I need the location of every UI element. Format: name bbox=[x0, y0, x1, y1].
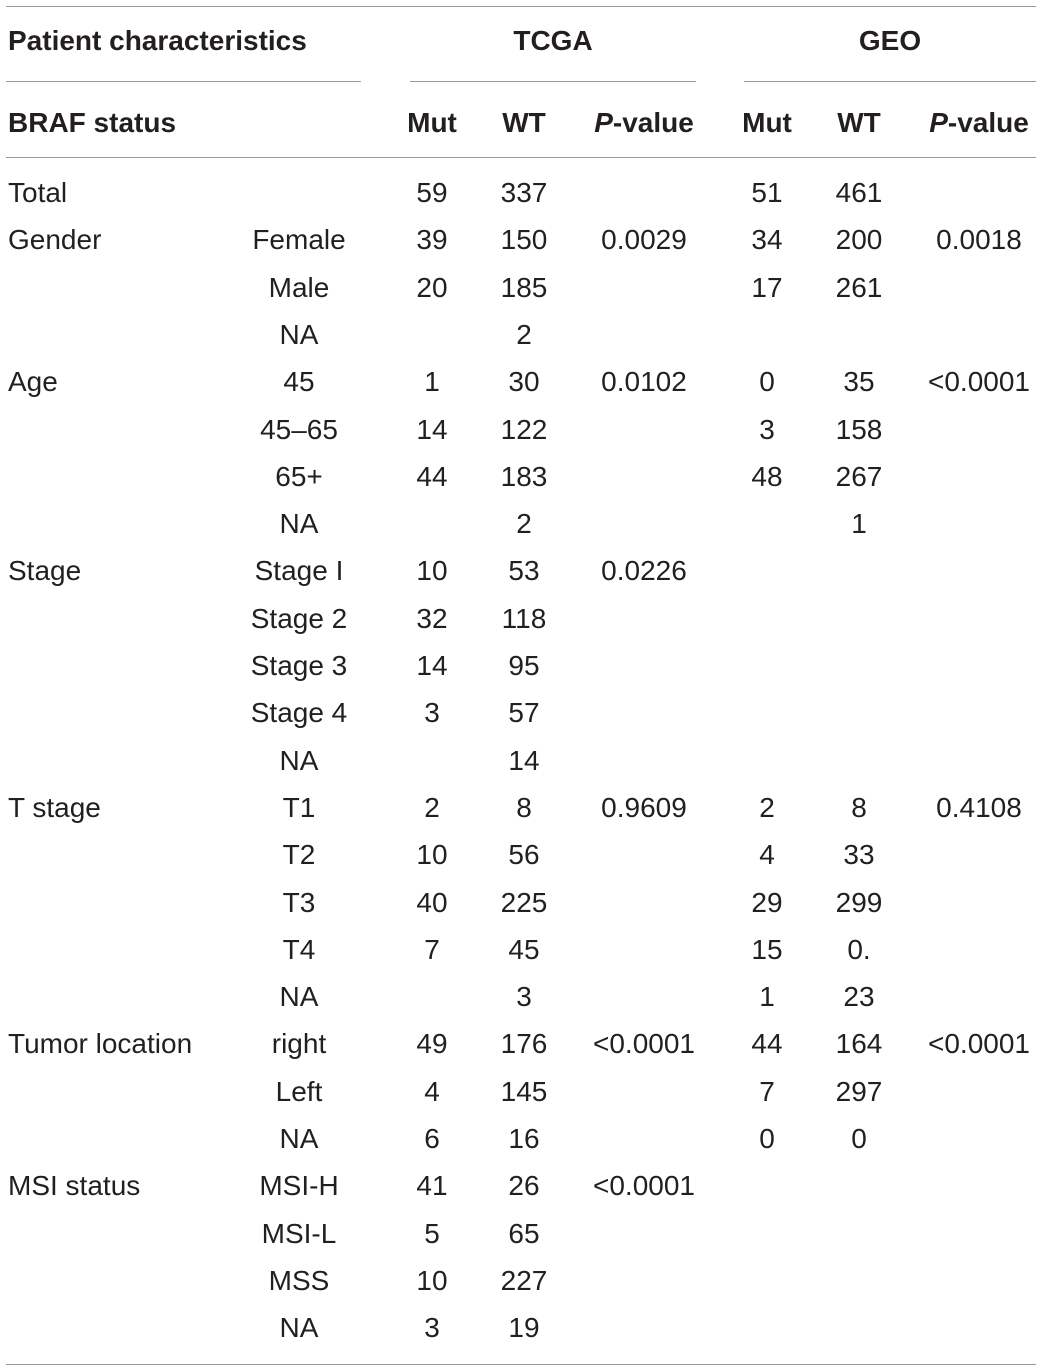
geo-pvalue-cell: <0.0001 bbox=[928, 1028, 1030, 1059]
tcga-wt-cell: 53 bbox=[508, 555, 540, 586]
geo-wt-cell: 461 bbox=[835, 177, 883, 208]
tcga-mut-cell: 49 bbox=[416, 1028, 448, 1059]
geo-mut-cell: 0 bbox=[759, 366, 775, 397]
geo-mut-cell: 44 bbox=[751, 1028, 783, 1059]
row-subcategory: T4 bbox=[282, 934, 316, 965]
row-subcategory: NA bbox=[279, 1312, 319, 1343]
header-braf-status: BRAF status bbox=[8, 107, 177, 138]
tcga-mut-cell: 44 bbox=[416, 461, 448, 492]
header-geo: GEO bbox=[858, 25, 922, 56]
row-label: T stage bbox=[8, 792, 101, 823]
tcga-wt-cell: 183 bbox=[500, 461, 548, 492]
geo-mut-cell: 7 bbox=[759, 1076, 775, 1107]
row-label: Stage bbox=[8, 555, 82, 586]
tcga-wt-cell: 176 bbox=[500, 1028, 548, 1059]
row-subcategory: NA bbox=[279, 319, 319, 350]
tcga-wt-cell: 65 bbox=[508, 1218, 540, 1249]
row-subcategory: Stage 2 bbox=[250, 603, 348, 634]
p-italic: P bbox=[929, 107, 948, 138]
geo-wt-cell: 164 bbox=[835, 1028, 883, 1059]
row-subcategory: NA bbox=[279, 508, 319, 539]
tcga-wt-cell: 118 bbox=[501, 603, 547, 634]
geo-pvalue-cell: 0.0018 bbox=[936, 224, 1022, 255]
tcga-mut-cell: 14 bbox=[416, 414, 448, 445]
tcga-wt-cell: 2 bbox=[516, 319, 532, 350]
group-rule-tcga bbox=[410, 81, 696, 82]
geo-wt-cell: 200 bbox=[835, 224, 883, 255]
row-label: Gender bbox=[8, 224, 102, 255]
tcga-wt-cell: 26 bbox=[508, 1170, 540, 1201]
geo-mut-cell: 51 bbox=[751, 177, 783, 208]
geo-wt-cell: 267 bbox=[835, 461, 883, 492]
tcga-pvalue-cell: 0.0029 bbox=[601, 224, 687, 255]
geo-mut-cell: 48 bbox=[751, 461, 783, 492]
tcga-mut-cell: 3 bbox=[424, 1312, 440, 1343]
row-subcategory: Stage 4 bbox=[250, 697, 348, 728]
row-subcategory: Male bbox=[268, 272, 330, 303]
row-subcategory: Stage I bbox=[254, 555, 344, 586]
header-patient-characteristics: Patient characteristics bbox=[8, 25, 307, 56]
row-subcategory: Stage 3 bbox=[250, 650, 348, 681]
tcga-mut-cell: 2 bbox=[424, 792, 440, 823]
tcga-pvalue-cell: <0.0001 bbox=[593, 1028, 695, 1059]
tcga-wt-cell: 225 bbox=[500, 887, 548, 918]
row-subcategory: T1 bbox=[282, 792, 316, 823]
row-subcategory: Female bbox=[252, 224, 346, 255]
header-geo-wt: WT bbox=[837, 107, 881, 138]
tcga-mut-cell: 3 bbox=[424, 697, 440, 728]
geo-wt-cell: 33 bbox=[843, 839, 875, 870]
header-tcga-mut: Mut bbox=[407, 107, 457, 138]
geo-wt-cell: 297 bbox=[835, 1076, 883, 1107]
row-label: Tumor location bbox=[8, 1028, 193, 1059]
row-subcategory: 45 bbox=[283, 366, 315, 397]
tcga-wt-cell: 2 bbox=[516, 508, 532, 539]
tcga-wt-cell: 95 bbox=[508, 650, 540, 681]
header-tcga-pvalue bbox=[594, 106, 694, 140]
geo-mut-cell: 17 bbox=[751, 272, 783, 303]
tcga-mut-cell: 1 bbox=[424, 366, 440, 397]
header-geo-mut: Mut bbox=[742, 107, 792, 138]
header-geo-pvalue bbox=[929, 106, 1029, 140]
geo-mut-cell: 29 bbox=[751, 887, 783, 918]
tcga-wt-cell: 3 bbox=[516, 981, 532, 1012]
tcga-mut-cell: 10 bbox=[416, 839, 448, 870]
geo-pvalue-cell: <0.0001 bbox=[928, 366, 1030, 397]
tcga-mut-cell: 41 bbox=[416, 1170, 448, 1201]
row-subcategory: MSI-L bbox=[261, 1218, 337, 1249]
geo-wt-cell: 158 bbox=[835, 414, 883, 445]
row-subcategory: NA bbox=[279, 1123, 319, 1154]
geo-wt-cell: 261 bbox=[835, 272, 883, 303]
bottom-rule bbox=[6, 1364, 1036, 1365]
tcga-mut-cell: 14 bbox=[416, 650, 448, 681]
row-subcategory: right bbox=[271, 1028, 327, 1059]
row-label: Age bbox=[8, 366, 58, 397]
tcga-wt-cell: 8 bbox=[516, 792, 532, 823]
tcga-mut-cell: 4 bbox=[424, 1076, 440, 1107]
header-bottom-rule bbox=[6, 157, 1036, 158]
tcga-wt-cell: 122 bbox=[500, 414, 548, 445]
tcga-mut-cell: 32 bbox=[416, 603, 448, 634]
geo-wt-cell: 0. bbox=[847, 934, 871, 965]
p-rest: -value bbox=[612, 107, 694, 138]
geo-wt-cell: 8 bbox=[851, 792, 867, 823]
tcga-wt-cell: 56 bbox=[508, 839, 540, 870]
tcga-pvalue-cell: 0.9609 bbox=[601, 792, 687, 823]
geo-mut-cell: 34 bbox=[751, 224, 783, 255]
tcga-wt-cell: 16 bbox=[508, 1123, 540, 1154]
geo-mut-cell: 15 bbox=[751, 934, 783, 965]
tcga-mut-cell: 59 bbox=[416, 177, 448, 208]
tcga-wt-cell: 14 bbox=[508, 745, 540, 776]
tcga-wt-cell: 19 bbox=[508, 1312, 540, 1343]
row-subcategory: T2 bbox=[282, 839, 316, 870]
tcga-wt-cell: 185 bbox=[500, 272, 548, 303]
row-subcategory: 65+ bbox=[275, 461, 323, 492]
geo-mut-cell: 4 bbox=[759, 839, 775, 870]
row-subcategory: NA bbox=[279, 981, 319, 1012]
geo-mut-cell: 0 bbox=[759, 1123, 775, 1154]
geo-mut-cell: 2 bbox=[759, 792, 775, 823]
tcga-mut-cell: 10 bbox=[416, 555, 448, 586]
geo-wt-cell: 1 bbox=[851, 508, 867, 539]
group-rule-geo bbox=[744, 81, 1036, 82]
row-label: Total bbox=[8, 177, 68, 208]
header-tcga: TCGA bbox=[513, 25, 593, 56]
tcga-wt-cell: 337 bbox=[500, 177, 548, 208]
row-subcategory: MSI-H bbox=[259, 1170, 339, 1201]
geo-mut-cell: 3 bbox=[759, 414, 775, 445]
tcga-wt-cell: 150 bbox=[500, 224, 548, 255]
geo-wt-cell: 299 bbox=[835, 887, 883, 918]
row-label: MSI status bbox=[8, 1170, 141, 1201]
geo-mut-cell: 1 bbox=[759, 981, 775, 1012]
row-subcategory: MSS bbox=[268, 1265, 330, 1296]
tcga-mut-cell: 10 bbox=[416, 1265, 448, 1296]
tcga-pvalue-cell: <0.0001 bbox=[593, 1170, 695, 1201]
tcga-pvalue-cell: 0.0102 bbox=[601, 366, 687, 397]
tcga-mut-cell: 20 bbox=[416, 272, 448, 303]
group-rule-characteristics bbox=[6, 81, 361, 82]
top-rule bbox=[6, 6, 1036, 7]
row-subcategory: Left bbox=[275, 1076, 323, 1107]
geo-wt-cell: 23 bbox=[843, 981, 875, 1012]
tcga-wt-cell: 145 bbox=[500, 1076, 548, 1107]
row-subcategory: T3 bbox=[282, 887, 316, 918]
row-subcategory: 45–65 bbox=[260, 414, 338, 445]
tcga-wt-cell: 227 bbox=[500, 1265, 548, 1296]
geo-wt-cell: 0 bbox=[851, 1123, 867, 1154]
p-rest: -value bbox=[947, 107, 1029, 138]
row-subcategory: NA bbox=[279, 745, 319, 776]
header-tcga-wt: WT bbox=[502, 107, 546, 138]
tcga-mut-cell: 5 bbox=[424, 1218, 440, 1249]
geo-wt-cell: 35 bbox=[843, 366, 875, 397]
tcga-mut-cell: 6 bbox=[424, 1123, 440, 1154]
tcga-wt-cell: 45 bbox=[508, 934, 540, 965]
tcga-mut-cell: 39 bbox=[416, 224, 448, 255]
tcga-wt-cell: 30 bbox=[508, 366, 540, 397]
tcga-wt-cell: 57 bbox=[508, 697, 540, 728]
p-italic: P bbox=[594, 107, 613, 138]
tcga-mut-cell: 40 bbox=[416, 887, 448, 918]
geo-pvalue-cell: 0.4108 bbox=[936, 792, 1022, 823]
tcga-pvalue-cell: 0.0226 bbox=[601, 555, 687, 586]
tcga-mut-cell: 7 bbox=[424, 934, 440, 965]
